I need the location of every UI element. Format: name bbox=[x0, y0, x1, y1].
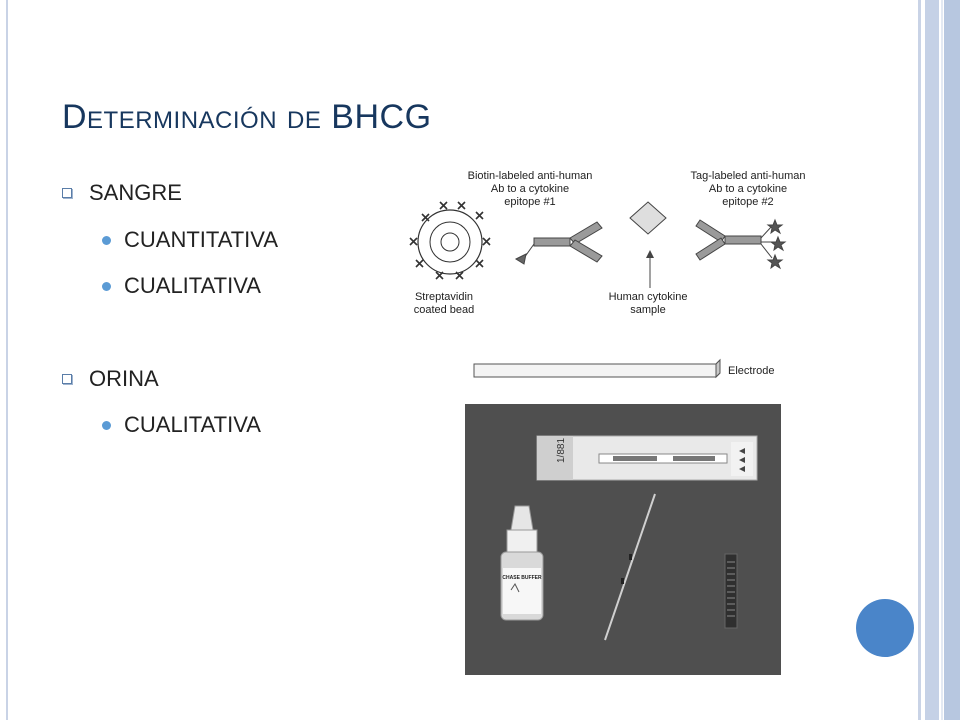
sub-bullet-orina-cualitativa bbox=[102, 412, 261, 438]
label-biotin-antibody-line1: Biotin-labeled anti-human bbox=[467, 170, 593, 182]
test-kit-photo bbox=[465, 404, 781, 675]
bullet-sangre bbox=[62, 180, 182, 206]
left-frame-line bbox=[6, 0, 8, 720]
dot-bullet-icon bbox=[102, 282, 111, 291]
dot-bullet-icon bbox=[102, 236, 111, 245]
cytokine-diamond-icon bbox=[630, 202, 666, 288]
test-cartridge-icon bbox=[537, 436, 757, 480]
test-kit-photo-art bbox=[465, 404, 781, 675]
dot-bullet-icon bbox=[102, 421, 111, 430]
square-bullet-icon bbox=[62, 374, 72, 384]
sub-bullet-cualitativa bbox=[102, 273, 261, 299]
label-sample-line1: Human cytokine bbox=[608, 291, 688, 303]
sub-bullet-label: CUALITATIVA bbox=[124, 412, 261, 437]
electrode-vial-icon bbox=[725, 554, 737, 628]
sub-bullet-label: CUALITATIVA bbox=[124, 273, 261, 298]
streptavidin-bead-icon bbox=[410, 202, 490, 279]
immunoassay-diagram bbox=[400, 160, 830, 325]
biotin-antibody-icon bbox=[516, 222, 602, 264]
bottle-label: CHASE BUFFER bbox=[502, 575, 542, 581]
bullet-label: SANGRE bbox=[89, 180, 182, 205]
cartridge-text: 1/881 bbox=[556, 437, 567, 463]
bullet-orina bbox=[62, 366, 159, 392]
slide-title: Determinación de BHCG bbox=[62, 98, 432, 136]
label-bead-line2: coated bead bbox=[413, 304, 475, 316]
electrode-label: Electrode bbox=[728, 365, 775, 377]
tag-antibody-icon bbox=[696, 220, 785, 268]
bullet-label: ORINA bbox=[89, 366, 159, 391]
label-tag-antibody-line1: Tag-labeled anti-human bbox=[690, 170, 806, 182]
electrode-strip-figure bbox=[470, 355, 800, 385]
sub-bullet-label: CUANTITATIVA bbox=[124, 227, 278, 252]
label-biotin-antibody-line3: epitope #1 bbox=[504, 196, 556, 208]
label-sample-line2: sample bbox=[630, 304, 666, 316]
square-bullet-icon bbox=[62, 188, 72, 198]
sub-bullet-cuantitativa bbox=[102, 227, 278, 253]
right-frame-stripes bbox=[918, 0, 960, 720]
label-biotin-antibody-line2: Ab to a cytokine bbox=[490, 183, 570, 195]
label-tag-antibody-line3: epitope #2 bbox=[722, 196, 774, 208]
accent-circle bbox=[856, 599, 914, 657]
label-tag-antibody-line2: Ab to a cytokine bbox=[708, 183, 788, 195]
label-bead-line1: Streptavidin bbox=[414, 291, 474, 303]
